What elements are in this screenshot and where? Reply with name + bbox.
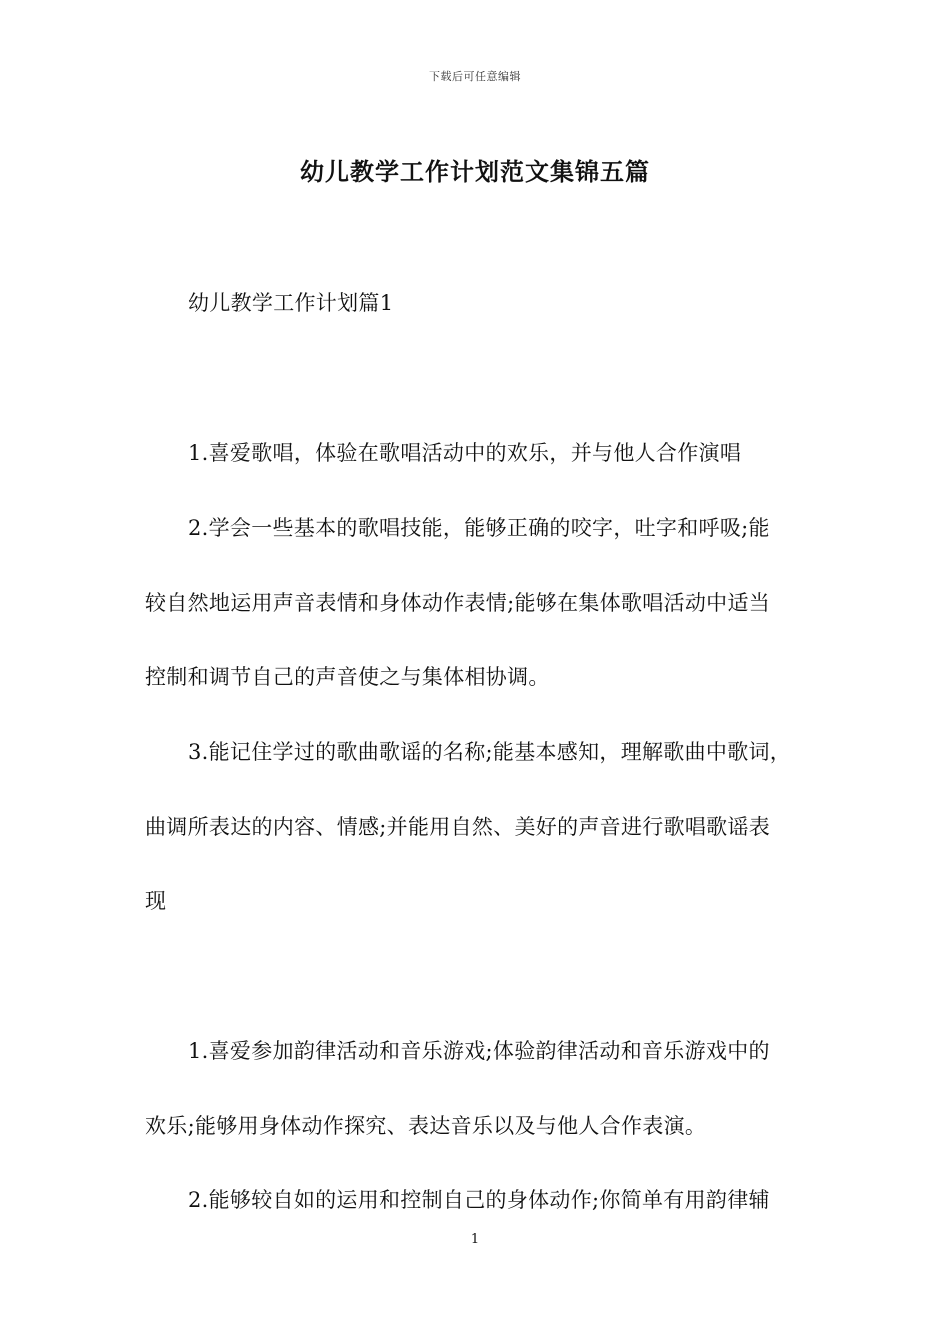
paragraph-line: 控制和调节自己的声音使之与集体相协调。 bbox=[145, 665, 550, 689]
paragraph-line: 3.能记住学过的歌曲歌谣的名称;能基本感知，理解歌曲中歌词， bbox=[188, 740, 792, 764]
header-note: 下载后可任意编辑 bbox=[429, 70, 521, 83]
paragraph-line: 现 bbox=[145, 889, 167, 913]
section-heading: 幼儿教学工作计划篇1 bbox=[188, 291, 394, 315]
paragraph-line: 2.学会一些基本的歌唱技能，能够正确的咬字，吐字和呼吸;能 bbox=[188, 516, 770, 540]
paragraph-line: 1.喜爱参加韵律活动和音乐游戏;体验韵律活动和音乐游戏中的 bbox=[188, 1039, 770, 1063]
paragraph-line: 欢乐;能够用身体动作探究、表达音乐以及与他人合作表演。 bbox=[145, 1114, 707, 1138]
paragraph-line: 曲调所表达的内容、情感;并能用自然、美好的声音进行歌唱歌谣表 bbox=[145, 815, 771, 839]
paragraph-line: 1.喜爱歌唱，体验在歌唱活动中的欢乐，并与他人合作演唱 bbox=[188, 441, 742, 465]
page-number: 1 bbox=[470, 1232, 480, 1247]
paragraph-line: 较自然地运用声音表情和身体动作表情;能够在集体歌唱活动中适当 bbox=[145, 591, 771, 615]
document-title: 幼儿教学工作计划范文集锦五篇 bbox=[300, 157, 650, 186]
paragraph-line: 2.能够较自如的运用和控制自己的身体动作;你简单有用韵律辅 bbox=[188, 1188, 770, 1212]
